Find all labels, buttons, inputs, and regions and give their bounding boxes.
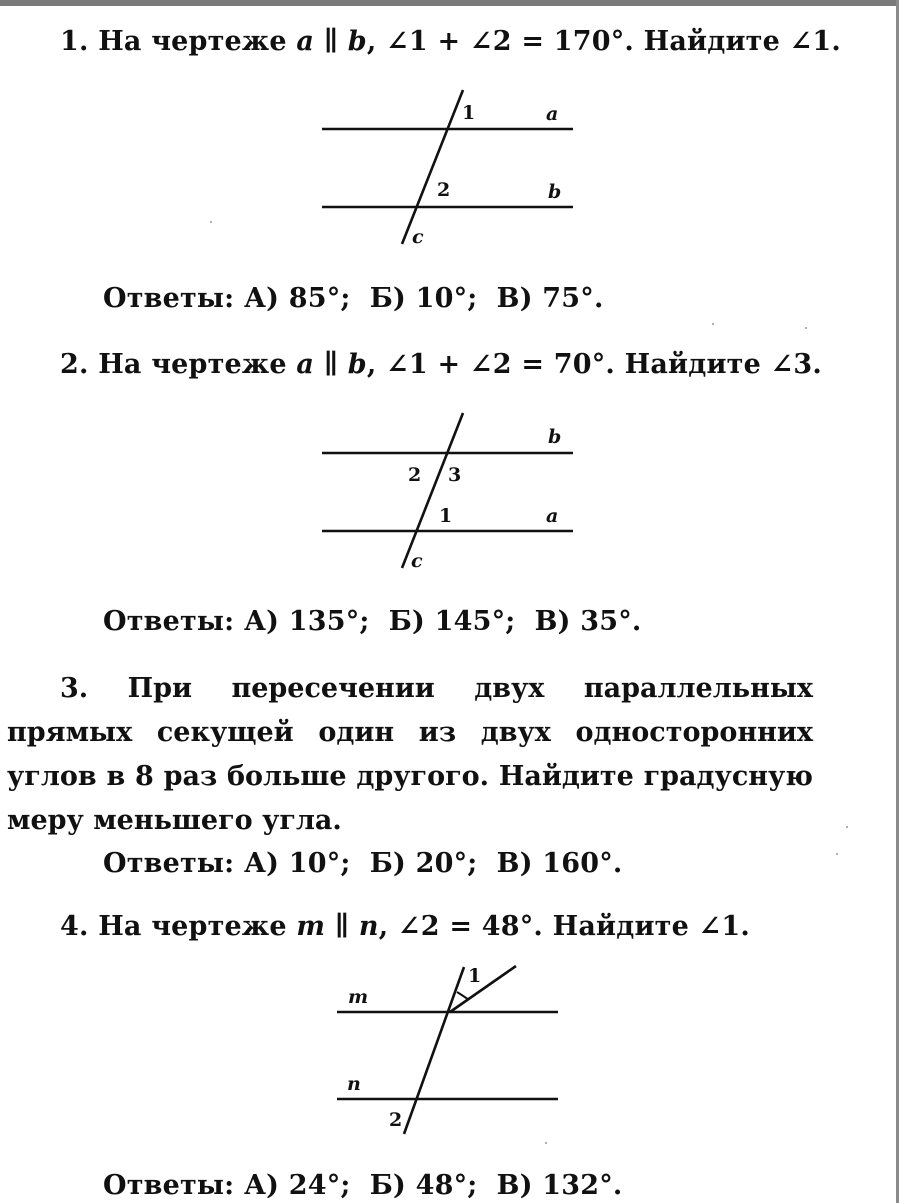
- scan-speck: [210, 221, 212, 223]
- answer-option: А) 10°;: [243, 848, 351, 879]
- answer-option: Б) 145°;: [388, 606, 516, 637]
- answer-option: А) 24°;: [243, 1170, 351, 1201]
- line-a-label: a: [546, 103, 559, 125]
- line-m-label: m: [348, 986, 369, 1008]
- answer-option: В) 35°.: [534, 606, 642, 637]
- scan-speck: [836, 853, 838, 855]
- answer-option: Б) 20°;: [369, 848, 478, 879]
- angle-1-arc: [457, 992, 469, 1000]
- line-b-label: b: [548, 181, 562, 203]
- answer-option: В) 75°.: [496, 283, 604, 314]
- problem-number: 4.: [60, 911, 89, 942]
- answer-option: Б) 10°;: [369, 283, 478, 314]
- line-c-label: c: [411, 550, 423, 572]
- problem-3-statement: 3. При пересечении двух параллельных прямых секущей один из двух односторонних углов в 8 раз больше другого. Найдите градусную меру меньшего угла.: [7, 673, 813, 836]
- answer-option: А) 85°;: [243, 283, 351, 314]
- line-n-label: n: [347, 1073, 361, 1095]
- angle-2-label: 2: [408, 464, 422, 486]
- scan-speck: [805, 327, 807, 329]
- transversal: [404, 967, 464, 1134]
- angle-1-label: 1: [462, 102, 476, 124]
- problem-2-statement: 2. На чертеже a ∥ b, ∠1 + ∠2 = 70°. Найдите ∠3.: [60, 349, 822, 380]
- line-c-label: c: [412, 226, 424, 248]
- problem-number: 3.: [60, 673, 89, 704]
- scan-speck: [545, 1142, 547, 1144]
- scan-speck: [712, 323, 714, 325]
- problem-3-answers: Ответы: А) 10°; Б) 20°; В) 160°.: [103, 848, 623, 879]
- scan-speck: [846, 826, 848, 828]
- ray: [450, 966, 516, 1012]
- line-a-label: a: [546, 505, 559, 527]
- angle-2-label: 2: [437, 179, 451, 201]
- answer-option: В) 132°.: [496, 1170, 623, 1201]
- problem-number: 2.: [60, 349, 89, 380]
- answer-option: Б) 48°;: [369, 1170, 478, 1201]
- problem-1-statement: 1. На чертеже a ∥ b, ∠1 + ∠2 = 170°. Найдите ∠1.: [60, 26, 841, 57]
- problem-number: 1.: [60, 26, 89, 57]
- angle-2-label: 2: [389, 1109, 403, 1131]
- line-b-label: b: [548, 426, 562, 448]
- problem-1-answers: Ответы: А) 85°; Б) 10°; В) 75°.: [103, 283, 604, 314]
- problem-4-statement: 4. На чертеже m ∥ n, ∠2 = 48°. Найдите ∠1.: [60, 911, 750, 942]
- answer-option: А) 135°;: [243, 606, 370, 637]
- problem-4-answers: Ответы: А) 24°; Б) 48°; В) 132°.: [103, 1170, 623, 1201]
- angle-1-label: 1: [468, 965, 482, 987]
- answer-option: В) 160°.: [496, 848, 623, 879]
- angle-3-label: 3: [448, 464, 462, 486]
- angle-1-label: 1: [439, 505, 453, 527]
- problem-2-answers: Ответы: А) 135°; Б) 145°; В) 35°.: [103, 606, 642, 637]
